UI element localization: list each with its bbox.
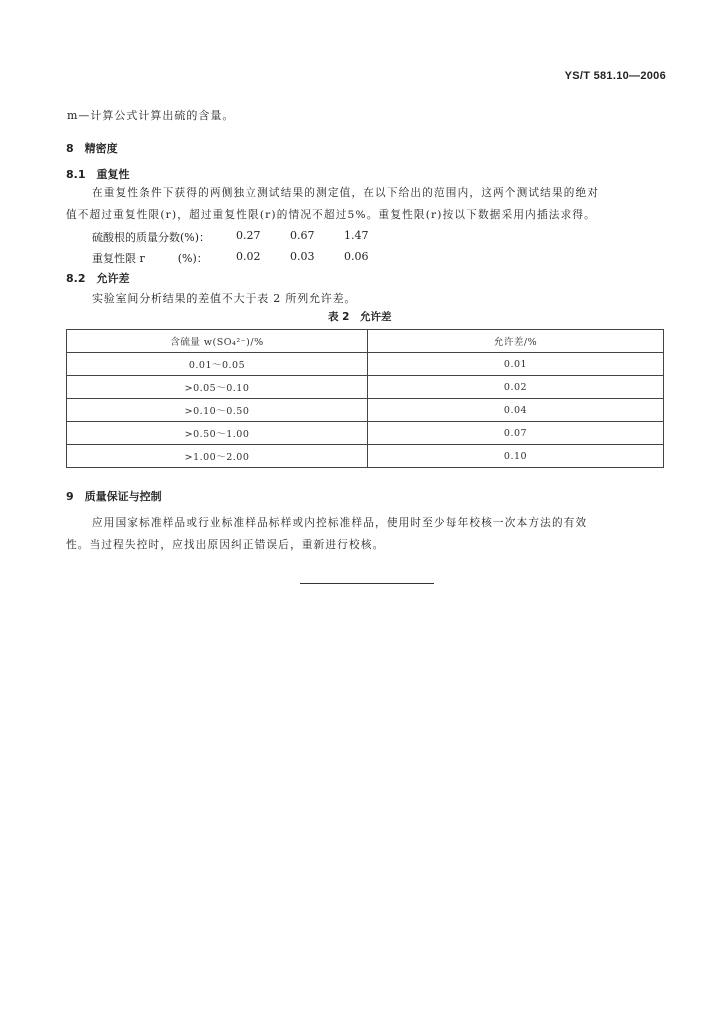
repeatability-limit-value-1: 0.02	[236, 250, 261, 263]
section-9-heading: 9 质量保证与控制	[66, 490, 162, 503]
table-row	[67, 376, 664, 399]
table-cell-range: >0.50～1.00	[67, 422, 368, 445]
table-cell-range: >1.00～2.00	[67, 445, 368, 468]
allowance-table	[66, 329, 664, 468]
quality-para-line-2: 性。当过程失控时，应找出原因纠正错误后，重新进行校核。	[66, 539, 385, 551]
repeatability-para-line-1: 在重复性条件下获得的两侧独立测试结果的测定值，在以下给出的范围内，这两个测试结果的绝对	[92, 187, 600, 199]
column-header-allowance: 允许差/%	[368, 330, 664, 353]
table-cell-allowance: 0.07	[368, 422, 664, 445]
repeatability-limit-value-2: 0.03	[290, 250, 315, 263]
standard-number: YS/T 581.10—2006	[564, 70, 666, 82]
repeatability-limit-value-3: 0.06	[344, 250, 369, 263]
table-cell-allowance: 0.04	[368, 399, 664, 422]
end-rule	[300, 583, 434, 584]
mass-fraction-label: 硫酸根的质量分数(%)：	[92, 231, 211, 244]
section-8-heading: 8 精密度	[66, 142, 118, 155]
table-cell-allowance: 0.10	[368, 445, 664, 468]
table-cell-range: 0.01～0.05	[67, 353, 368, 376]
column-header-sulfur-content: 含硫量 w(SO₄²⁻)/%	[67, 330, 368, 353]
table-row	[67, 353, 664, 376]
intro-line: m—计算公式计算出硫的含量。	[67, 109, 235, 122]
table-header-row	[67, 330, 664, 353]
mass-fraction-value-2: 0.67	[290, 229, 315, 242]
table-row	[67, 422, 664, 445]
repeatability-para-line-2: 值不超过重复性限(r)，超过重复性限(r)的情况不超过5%。重复性限(r)按以下数据采用内插法求得。	[66, 209, 596, 221]
table-cell-allowance: 0.02	[368, 376, 664, 399]
table-2-title: 表 2 允许差	[328, 311, 392, 323]
section-8-1-heading: 8.1 重复性	[66, 168, 130, 181]
quality-para-line-1: 应用国家标准样品或行业标准样品标样或内控标准样品，使用时至少每年校核一次本方法的有效	[92, 517, 588, 529]
table-row	[67, 445, 664, 468]
section-8-2-heading: 8.2 允许差	[66, 272, 130, 285]
allowance-intro: 实验室间分析结果的差值不大于表 2 所列允许差。	[92, 292, 357, 305]
table-row	[67, 399, 664, 422]
table-cell-range: >0.05～0.10	[67, 376, 368, 399]
table-cell-range: >0.10～0.50	[67, 399, 368, 422]
mass-fraction-value-3: 1.47	[344, 229, 369, 242]
repeatability-limit-label: 重复性限 r (%)：	[92, 252, 208, 265]
mass-fraction-value-1: 0.27	[236, 229, 261, 242]
table-cell-allowance: 0.01	[368, 353, 664, 376]
